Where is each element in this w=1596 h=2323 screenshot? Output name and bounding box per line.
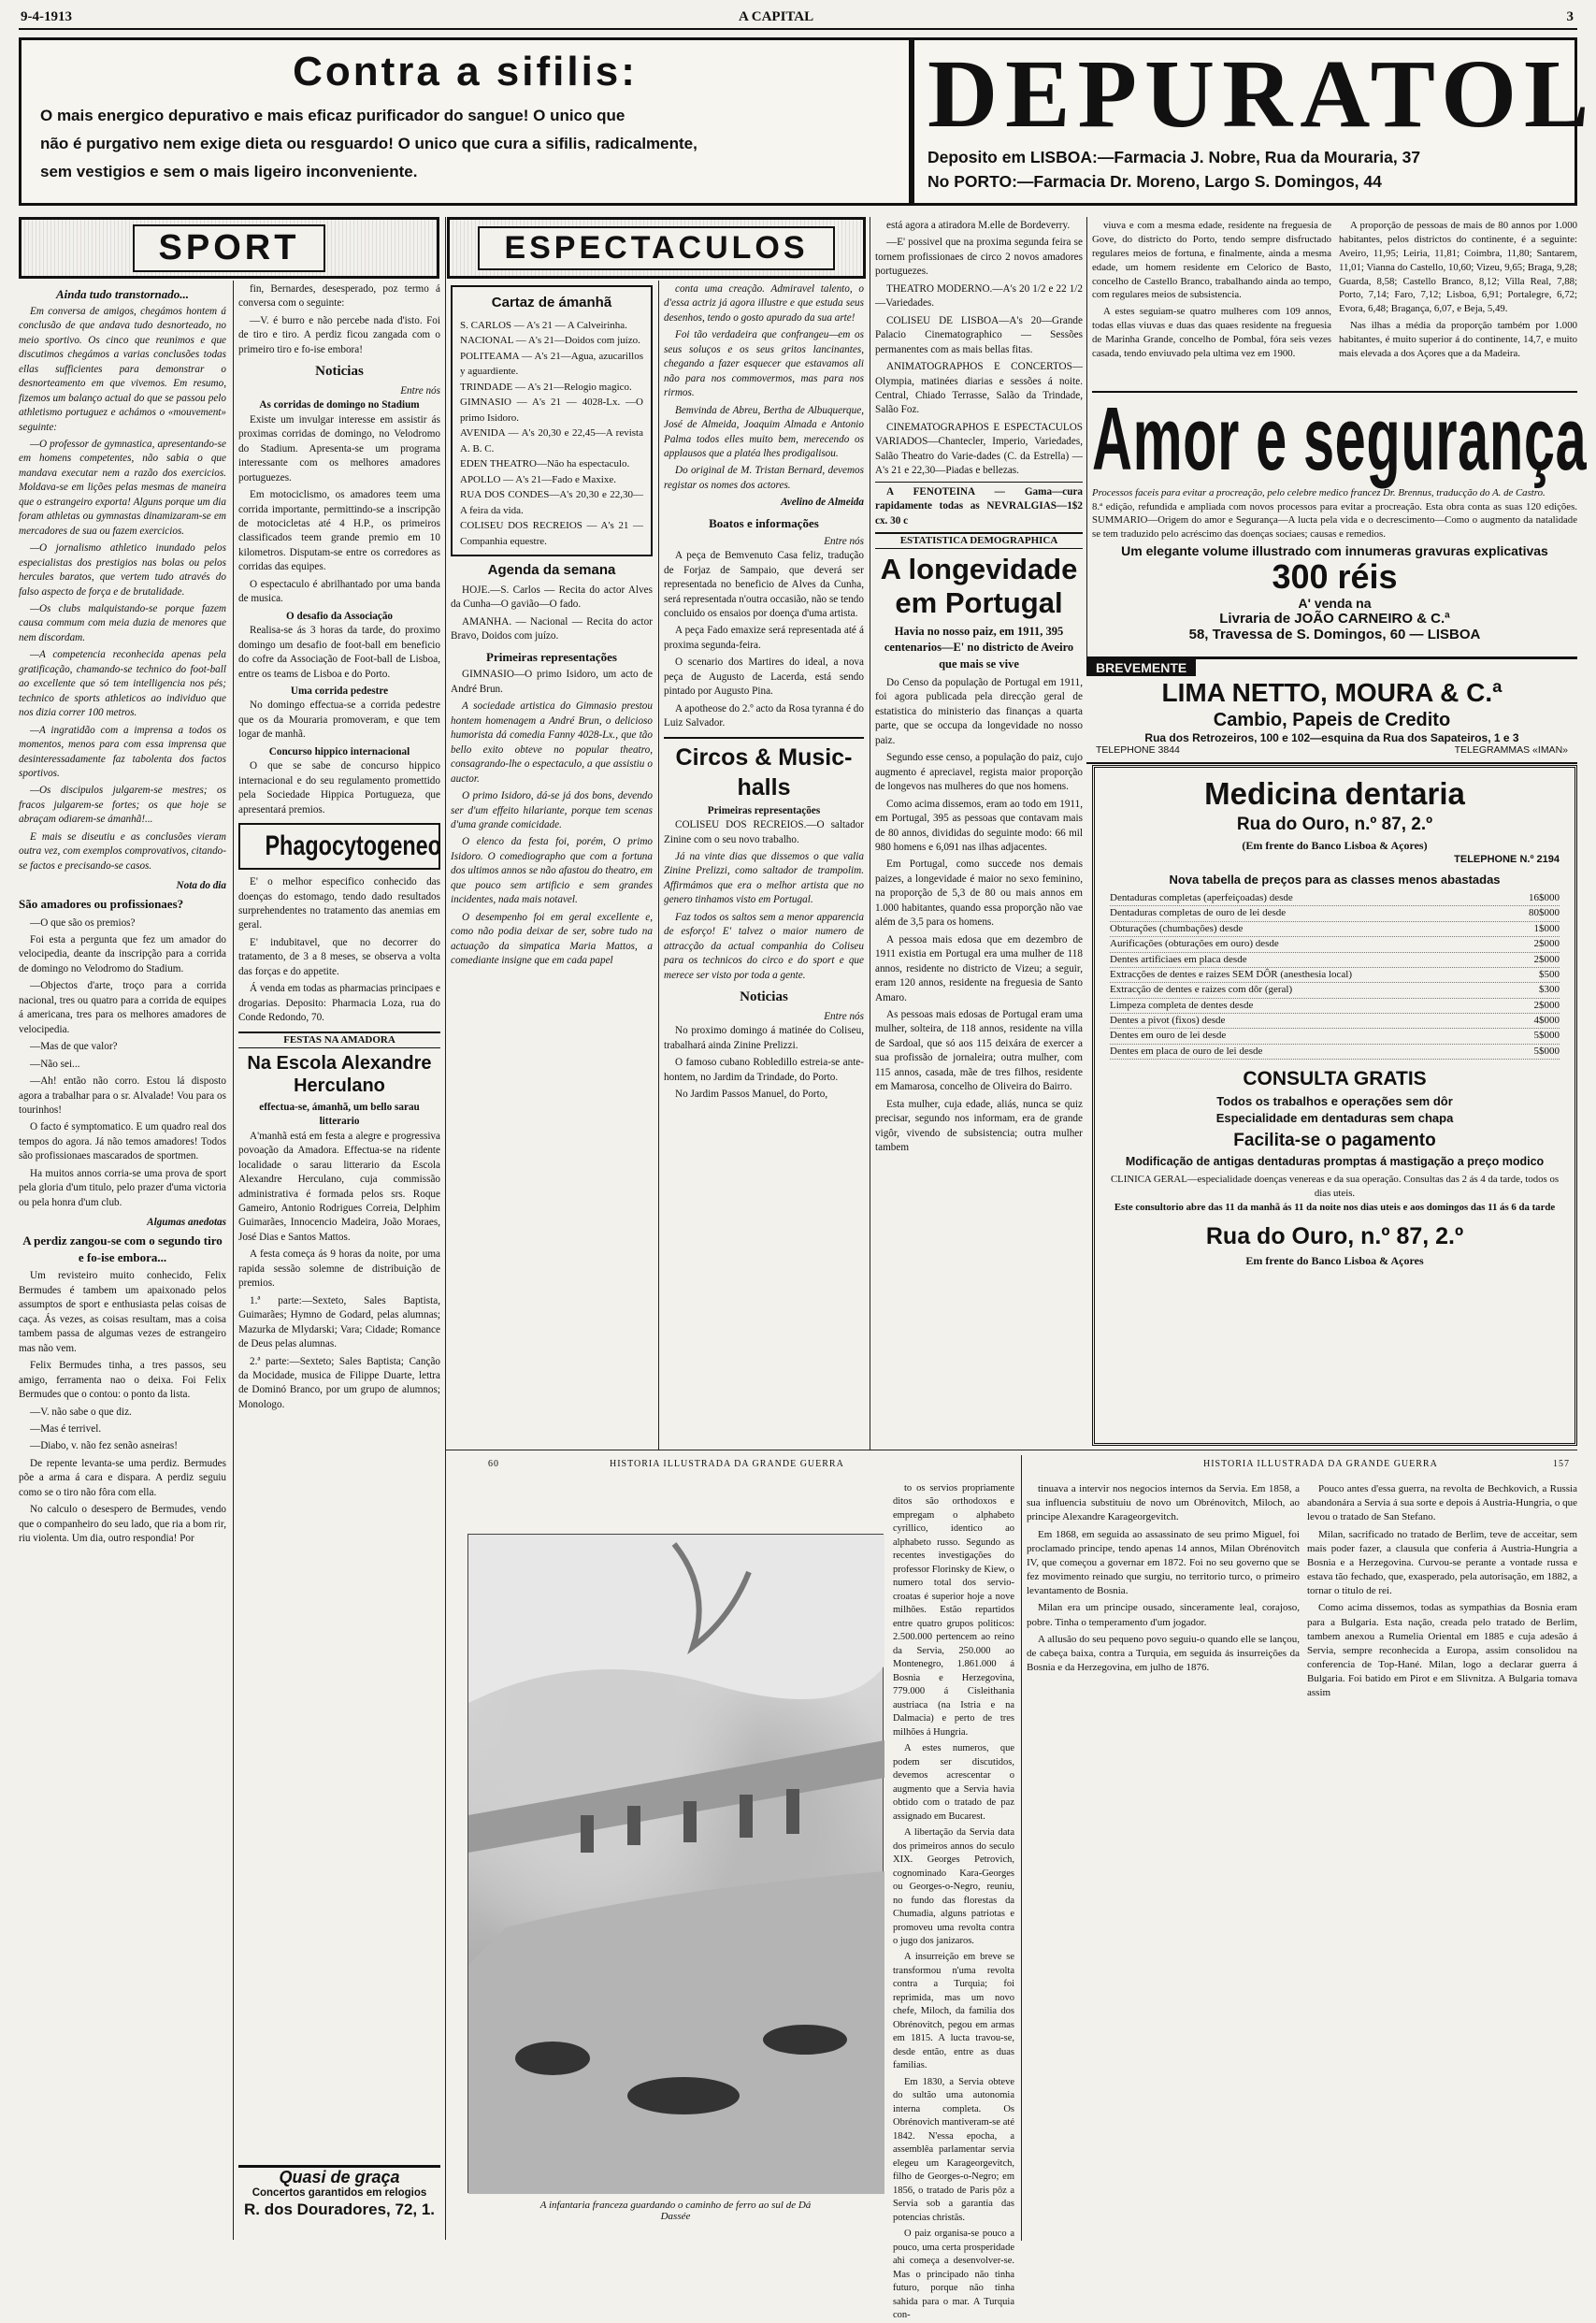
amor-seguranca-ad	[1092, 389, 1588, 656]
col5-paragraph: ANIMATOGRAPHOS E CONCERTOS—Olympia, matinées diarias e sessões á noite. Central, Chiado Terrasse, Salão da Trindade, Salão Foz.	[875, 361, 1083, 416]
longevidade-paragraph: A pessoa mais edosa que em dezembro de 1911 existia em Portugal era uma mulher de 118 annos, residente no districto de Vizeu; a seguir, eram 120 annos, residente na freguesia de Santo Amaro.	[875, 933, 1083, 1003]
historia-paragraph: tinuava a intervir nos negocios internos da Servia. Em 1858, a sua influencia substituiu de novo um Obrénovitch, Miloch, ao principe Alexandre Karageorgevitch.	[1027, 1483, 1300, 1523]
primeiras-title: Primeiras representações	[486, 649, 617, 664]
noticias2-paragraph: O famoso cubano Robledillo estreia-se ante-hontem, no Jardim da Trindade, do Porto.	[664, 1057, 864, 1083]
noticias-sub: Entre nós	[400, 384, 440, 397]
col2-paragraph: No domingo effectua-se a corrida pedestre que os da Mouraria promoveram, e que tem logar de manhã.	[238, 700, 440, 741]
lima-netto-ad	[1086, 656, 1577, 764]
war-illustration-drawing	[468, 1535, 884, 2194]
cartaz-item: NACIONAL — A's 21—Doidos com juízo.	[460, 335, 640, 346]
col5-paragraph: THEATRO MODERNO.—A's 20 1/2 e 22 1/2—Variedades.	[875, 282, 1083, 310]
longevidade-paragraph: As pessoas mais edosas de Portugal eram uma mulher, solteira, de 118 annos, residente na villa de Sardoal, que só aos 115 deixára de exercer a sua profissão de jornaleira; outra mulher, com 115 annos, casada, mãe de tres filhos, residente em Mamarosa, concelho de Oliveira do Bairro.	[875, 1008, 1083, 1093]
sifilis-ad-line2: não é purgativo nem exige dieta ou resguardo! O unico que cura a sifilis, radicalmente,	[40, 135, 697, 152]
amor-shop: Livraria de JOÃO CARNEIRO & C.ª	[1219, 611, 1450, 628]
agenda-title: Agenda da semana	[487, 562, 616, 578]
graca-ad	[238, 2165, 440, 2243]
consulta-gratis: CONSULTA GRATIS	[1243, 1068, 1427, 1090]
boatos-sub: Entre nós	[824, 535, 864, 547]
historia-title-right: HISTORIA ILLUSTRADA DA GRANDE GUERRA	[1203, 1459, 1438, 1469]
clinica-geral: CLINICA GERAL—especialidade doenças venereas e da sua operação. Consultas das 2 ás 4 da tarde, todos os dias uteis.	[1110, 1174, 1560, 1200]
sport-paragraph: —Os clubs malquistando-se porque fazem causa commum com meia duzia de menores que nem discordam.	[19, 603, 226, 643]
price-table-title: Nova tabella de preços para as classes menos abastadas	[1169, 872, 1501, 887]
cartaz-box	[451, 285, 653, 556]
longevidade-sub: Havia no nosso paiz, em 1911, 395 centenarios—E' no districto de Aveiro que mais se vive	[884, 625, 1074, 671]
depuratol-brand: DEPURATOL	[927, 40, 1596, 148]
brevemente-label: BREVEMENTE	[1086, 659, 1196, 676]
longevidade-column	[875, 219, 1083, 1446]
col6-paragraph: viuva e com a mesma edade, residente na freguesia de Gove, do districto do Porto, tendo sempre disfructado regulares meios de fortuna, e finalmente, ainda a mesma edade, um homem residente em Celorico de Basto, concelho de Castello Branco, trabalhando ainda ao tempo, com regulares meios de subsistencia.	[1092, 220, 1331, 301]
boatos-paragraph: A peça de Bemvenuto Casa feliz, tradução de Forjaz de Sampaio, que deverá ser representada no beneficio de Alves da Cunha, será representada n'outra occasião, não se tendo concluido os ensaios por doença d'uma artista.	[664, 550, 864, 619]
corridas-title: As corridas de domingo no Stadium	[259, 399, 420, 411]
anedotas-paragraph: Felix Bermudes tinha, a tres passos, seu amigo, ferramenta nao o deixa. Foi Felix Bermudes que o contou: o ponto da lista.	[19, 1360, 226, 1401]
desafio-title: O desafio da Associação	[285, 610, 394, 622]
historia-header	[451, 1455, 1577, 1476]
espectaculos-column	[451, 285, 653, 1445]
cartaz-item: APOLLO — A's 21—Fado e Maxixe.	[460, 473, 616, 485]
caption-line: Dassée	[660, 2211, 691, 2222]
nota-paragraph: Foi esta a pergunta que fez um amador do velocipedia, deante da inscripção para a corrida de domingo no Velodromo do Stadium.	[19, 934, 226, 974]
anedotas-paragraph: —Mas é terrivel.	[30, 1423, 102, 1436]
noticias2-paragraph: No proximo domingo á matinée do Coliseu, trabalhará ainda Zinine Prelizzi.	[664, 1025, 864, 1051]
col4-paragraph: conta uma creação. Admiravel talento, o d'essa actriz já agora illustre e que estuda seus desenhos, tendo o gosto apurado da sua arte!	[664, 283, 864, 324]
newspaper-name: A CAPITAL	[739, 9, 814, 24]
sifilis-ad-line3: sem vestigios e sem o mais ligeiro inconveniente.	[40, 163, 418, 180]
col2-paragraph: E' o melhor especifico conhecido das doenças do estomago, tendo dado resultados surprehendentes no tratamento das anemias em geral.	[238, 876, 440, 931]
col2-paragraph: Existe um invulgar interesse em assistir ás proximas corridas de domingo, no Velodromo do Stadium. Apresenta-se um programa interessante com os melhores amadores portuguezes.	[238, 413, 440, 483]
cartaz-item: AVENIDA — A's 20,30 e 22,45—A revista A. B. C.	[460, 427, 643, 454]
longevidade-title: A longevidade em Portugal	[880, 553, 1078, 620]
sport-heading: SPORT	[19, 217, 439, 279]
col2-paragraph: —V. é burro e não percebe nada d'isto. Foi de tiro e tiro. A perdiz ficou zangada com o primeiro tiro e fo-ise embora!	[238, 314, 440, 355]
price-row: Dentaduras completas (aperfeiçoadas) desde 16$000	[1110, 891, 1560, 906]
circos-paragraph: Já na vinte dias que dissemos o que valia Zinine Prelizzi, como saltador de trampolim. Affirmámos que era o melhor artista que no genero tinhamos visto em Portugal.	[664, 850, 864, 906]
sifilis-ad-title: Contra a sifilis:	[293, 49, 638, 94]
longevidade-continued-b	[1339, 219, 1577, 387]
column-rule	[658, 281, 659, 1450]
amor-title: Amor e segurança	[1092, 389, 1588, 489]
page-number: 3	[1566, 9, 1574, 24]
circos-paragraph: COLISEU DOS RECREIOS.—O saltador Zinine com o seu novo trabalho.	[664, 819, 864, 845]
anedotas-label: Algumas anedotas	[147, 1217, 226, 1229]
col5-paragraph: —E' possivel que na proxima segunda feira se tornem profissionaes de circo 2 novos amadores portuguezes.	[875, 237, 1083, 278]
amor-paragraph: Processos faceis para evitar a procreação, pelo celebre medico francez Dr. Brennus, traducção do A. de Castro.	[1092, 487, 1546, 498]
col4-paragraph: Foi tão verdadeira que confrangeu—em os seus soluços e os seus gritos lancinantes, chegando a fazer esquecer que estavamos ali não para nos commovermos, mas para nos rirmos.	[664, 329, 864, 399]
cartaz-item: GIMNASIO — A's 21 — 4028-Lx. —O primo Isidoro.	[460, 397, 643, 424]
noticias2-title: Noticias	[740, 989, 788, 1005]
historia-paragraph: Em 1868, em seguida ao assassinato de seu primo Miguel, foi proclamado principe, tendo apenas 14 annos, Milan Obrénovitch IV, que começou a governar em 1872. Foi no seu governo que se fez movimento reinado que surgiu, no territorio turco, o primeiro levantamento de Bosnia.	[1027, 1528, 1300, 1597]
longevidade-paragraph: Como acima dissemos, eram ao todo em 1911, em Portugal, 395 as pessoas que contavam mais de 80 annos, divididas do seguinte modo: 66 mil 980 homens e 6,091 nas ilhas adjacentes.	[875, 798, 1083, 853]
col6-paragraph: A estes seguiam-se quatro mulheres com 109 annos, todas ellas viuvas e duas das quaes residente na freguesia de Marinha Grande, concelho de Pombal, fóra seis vezes casada, tendo enviuvado pela ultima vez em 1900.	[1092, 306, 1331, 360]
historia-page-right: 157	[1553, 1459, 1570, 1469]
price-row: Extracção de dentes e raizes com dôr (geral) $300	[1110, 983, 1560, 998]
col2-paragraph: O que se sabe de concurso hippico internacional e do seu regulamento promettido pela Sociedade Hippica Portugueza, que apresentará premios.	[238, 760, 440, 815]
espectaculos-column-2	[664, 282, 864, 1445]
depuratol-lisboa: Deposito em LISBOA:—Farmacia J. Nobre, Rua da Mouraria, 37	[927, 148, 1421, 166]
cartaz-item: S. CARLOS — A's 21 — A Calveirinha.	[460, 319, 627, 331]
col4-paragraph: Do original de M. Tristan Bernard, devemos registar os nomes dos actores.	[664, 465, 864, 491]
historia-column-1	[893, 1482, 1014, 2321]
price-row: Dentes artificiaes em placa desde 2$000	[1110, 953, 1560, 968]
graca-sub: Concertos garantidos em relogios	[252, 2187, 427, 2199]
medicina-hours: Este consultorio abre das 11 da manhã ás 11 da noite nos dias uteis e aos domingos das 11 ás 6 da tarde	[1114, 1202, 1556, 1214]
longevidade-paragraph: Esta mulher, cuja edade, aliás, nunca se quiz precisar, segundo nos informam, era de grande vigôr, vivendo de subsistencia; outra mulher tambem	[875, 1098, 1083, 1154]
price-row: Dentes em ouro de lei desde 5$000	[1110, 1029, 1560, 1044]
column-rule	[1086, 217, 1087, 656]
primeiras-paragraph: O elenco da festa foi, porém, O primo Isidoro. O comediographo que com a fortuna dos ultimos annos se não afastou do theatro, em que pouco sem artificio e sem grandes incidentes, nada mais notavel.	[451, 836, 653, 906]
nota-paragraph: —Não sei...	[30, 1058, 80, 1070]
boatos-paragraph: A peça Fado emaxize será representada até á proxima segunda-feira.	[664, 625, 864, 651]
column-rule	[445, 217, 446, 2240]
historia-paragraph: A allusão do seu pequeno povo seguiu-o quando elle se lançou, de cabeça baixa, contra a Turquia, em seguida ás insurreições da Bosnia e da Herzegovina, em julho de 1876.	[1027, 1633, 1300, 1674]
lima-subtitle: Cambio, Papeis de Credito	[1213, 710, 1451, 730]
depuratol-ad	[912, 37, 1596, 206]
sport-column-2	[238, 282, 440, 2242]
col6-paragraph: A proporção de pessoas de mais de 80 annos por 1.000 habitantes, pelos districtos do continente, é a seguinte: Aveiro, 11,95; Leiria, 11,81; Coimbra, 11,80; Santarem, 11,01; Vianna do Castello, 10,60; Vizeu, 9,65; Braga, 9,28; Guarda, 8,58; Castello Branco, 8,12; Villa Real, 7,88; Porto, 7,14; Faro, 7,12; Lisboa, 6,91; Portalegre, 6,72; Evora, 6,48; Bragança, 6,07, e Beja, 5,49.	[1339, 220, 1577, 315]
anedotas-paragraph: —Diabo, v. não fez senão asneiras!	[30, 1440, 179, 1452]
historia-paragraph: A insurreição em breve se transformou n'uma revolta contra a Turquia; foi reprimida, mas um novo chefe, Miloch, da familia dos Obrénovitch, pegou em armas em 1815. A lucta travou-se, desde então, entre as duas familias.	[893, 1952, 1014, 2071]
price-row: Limpeza completa de dentes desde 2$000	[1110, 999, 1560, 1014]
cartaz-item: RUA DOS CONDES—A's 20,30 e 22,30—A feira da vida.	[460, 489, 643, 516]
col2-paragraph: Realisa-se ás 3 horas da tarde, do proximo domingo um desafio de foot-ball em beneficio do cofre da Associação de Foot-ball de Lisboa, entre os teams de Lisboa e do Porto.	[238, 625, 440, 680]
historia-column-3	[1307, 1482, 1577, 2238]
historia-paragraph: Em 1830, a Servia obteve do sultão uma autonomia interna completa. Os Obrénovich mantiveram-se até 1842. N'essa epocha, a assemblêa parlamentar servia elegeu um Karageorgevitch, filho de Georges-o-Negro; em 1856, o tratado de Paris pôz a Servia sob a garantia das potencias christãs.	[893, 2076, 1014, 2223]
anedotas-paragraph: —V. não sabe o que diz.	[30, 1406, 132, 1418]
historia-paragraph: Milan, sacrificado no tratado de Berlim, teve de acceitar, sem mais poder fazer, a clausula que conferia á Austria-Hungria a Bosnia e a Herzegovina. Curvou-se perante a vontade russa e estava tão fechado, que, exasperado, pela autorisação, em 1882, a tornar o titulo de rei.	[1307, 1528, 1577, 1597]
price-row: Dentes em placa de ouro de lei desde 5$000	[1110, 1045, 1560, 1060]
medicina-dentaria-ad	[1092, 765, 1577, 1446]
noticias2-paragraph: No Jardim Passos Manuel, do Porto,	[675, 1089, 828, 1101]
price-row: Extracções de dentes e raizes SEM DÔR (anesthesia local) $500	[1110, 968, 1560, 983]
cartaz-title: Cartaz de ámanhã	[491, 295, 612, 310]
nota-paragraph: O facto é symptomatico. E um quadro real dos tempos do agora. Já não temos amadores! Todos são profissionaes mascarados de sportmen.	[19, 1121, 226, 1162]
sport-paragraph: —A competencia reconhecida apenas pela gratificação, chamando-se technico do foot-ball ao excellente que só tem intelligencia nos pés; technico de sports athleticos ao individuo que nos dizia correr 100 metros.	[19, 649, 226, 719]
amor-address: 58, Travessa de S. Domingos, 60 — LISBOA	[1188, 627, 1481, 643]
circos-title: Circos & Music-halls	[664, 737, 864, 802]
cartaz-item: POLITEAMA — A's 21—Agua, azucarillos y aguardiente.	[460, 350, 643, 377]
medicina-telephone: TELEPHONE N.º 2194	[1454, 854, 1560, 866]
medicina-title: Medicina dentaria	[1204, 776, 1465, 811]
issue-date: 9-4-1913	[21, 9, 72, 24]
col2-paragraph: 2.ª parte:—Sexteto; Sales Baptista; Canção da Mocidade, musica de Filippe Duarte, lettra de Dominó Branco, por um grupo de alumnos; Monologo.	[238, 1355, 440, 1410]
nota-paragraph: —O que são os premios?	[30, 916, 136, 929]
anedotas-paragraph: De repente levanta-se uma perdiz. Bermudes põe a arma á cara e dispara. A perdiz seguiu como se o tiro não fôra com ella.	[19, 1457, 226, 1498]
amor-sale: A' venda na	[1298, 596, 1372, 612]
sifilis-ad	[19, 37, 912, 206]
price-row: Dentes a pivot (fixos) desde 4$000	[1110, 1014, 1560, 1029]
article-signature: Avelino de Almeida	[781, 497, 864, 509]
col5-paragraph: COLISEU DE LISBOA—A's 20—Grande Palacio Cinematographico — Sessões permanentes com as mais bellas fitas.	[875, 314, 1083, 355]
fenoteina-ad: A FENOTEINA — Gama—cura rapidamente todas as NEVRALGIAS—1$2 cx. 30 c	[875, 482, 1083, 528]
historia-title-left: HISTORIA ILLUSTRADA DA GRANDE GUERRA	[610, 1459, 844, 1469]
historia-paragraph: Pouco antes d'essa guerra, na revolta de Bechkovich, a Russia abandonára a Servia á sua sorte e depois á Austria-Hungria, o que levou o tratado de San Stefano.	[1307, 1483, 1577, 1523]
noticias2-sub: Entre nós	[824, 1010, 864, 1022]
page-header	[19, 7, 1577, 30]
longevidade-paragraph: Segundo esse censo, a população do paiz, cujo augmento é apreciavel, regista maior proporção de longevos nas mulheres do que nos homens.	[875, 752, 1083, 793]
phagocytogeneo-ad	[238, 823, 440, 870]
lima-address: Rua dos Retrozeiros, 100 e 102—esquina da Rua dos Sapateiros, 1 e 3	[1144, 731, 1519, 744]
nota-title: São amadores ou profissionaes?	[19, 896, 184, 911]
primeiras-paragraph: O desempenho foi em geral excellente e, como não podia deixar de ser, sobre tudo na actuação da simpatica Maria Mattos, a comediante insigne que em cada papel	[451, 911, 653, 967]
historia-paragraph: to os servios propriamente ditos são orthodoxos e empregam o alphabeto cyrillico, identico ao alphabeto russo. Segundo as recentes investigações do professor Florinsky de Kiew, o numero total dos servio-croatas é superior hoje a nove milhões. Estão repartidos entre quatro grupos politicos: 2.500.000 pertencem ao reino da Servia, 250.000 ao Montenegro, 1.861.000 á Bosnia e Herzegovina, 779.000 á Cisleithania austriaca (na Istria e na Dalmacia) e perto de tres milhões á Hungria.	[893, 1483, 1014, 1738]
hippico-title: Concurso hippico internacional	[268, 745, 410, 758]
cartaz-item: COLISEU DOS RECREIOS — A's 21 — Companhia equestre.	[460, 520, 643, 547]
medicina-address: Rua do Ouro, n.º 87, 2.º	[1236, 815, 1433, 834]
medicina-line: Especialidade em dentaduras sem chapa	[1215, 1110, 1454, 1125]
facilita-pagamento: Facilita-se o pagamento	[1233, 1131, 1436, 1151]
medicina-modificacao: Modificação de antigas dentaduras promptas á mastigação a preço modico	[1125, 1154, 1545, 1168]
sport-paragraph: —O professor de gymnastica, apresentando-se em homens competentes, não sabia o que mandava executar nem a razão dos exercicios. Moldava-se em lições pelas mesmas de maneira que o estrangeiro exporta! Alguns porque um dia foram athletas ou gymnastas dinamizaram-se em mercadores de sua ou fazem exercicios.	[19, 439, 226, 537]
price-row: Dentaduras completas de ouro de lei desde 80$000	[1110, 906, 1560, 921]
col4-paragraph: Bemvinda de Abreu, Bertha de Albuquerque, José de Almeida, Joaquim Almada e Antonio Palma todos elles muito bem, merecendo os applausos que a platéa lhes prodigalisou.	[664, 404, 864, 459]
illustration-caption	[467, 2200, 884, 2222]
historia-paragraph: O paiz organisa-se pouco a pouco, uma certa prosperidade ahi começa a desenvolver-se. Mas o principado não tinha futuro, porque não tinha sahida para o mar. A Turquia con-	[893, 2229, 1014, 2321]
boatos-paragraph: A apotheose do 2.º acto da Rosa tyranna é do Luiz Salvador.	[664, 702, 864, 729]
historia-paragraph: A estes numeros, que podem ser discutidos, devemos acrescentar o augmento que a Servia havia obtido com o tratado de paz assignado em Bucarest.	[893, 1743, 1014, 1822]
sport-paragraph: —Os discipulos julgarem-se mestres; os fracos julgarem-se fortes; os que hoje se abraçam odiarem-se ámanhã!...	[19, 785, 226, 826]
nota-paragraph: —Objectos d'arte, troço para a corrida nacional, tres ou quatro para a corrida de equipes á americana, tres para os melhores amadores de velocipedia.	[19, 980, 226, 1035]
col5-paragraph: CINEMATOGRAPHOS E ESPECTACULOS VARIADOS—Chantecler, Imperio, Variedades, Salão Theatro do Varie-dades (C. da Estrella) — A's 21 e 22,30—Piadas e bellezas.	[875, 421, 1083, 477]
sport-paragraph: —O jornalismo athletico inundado pelos especialistas dos prestigios nas bolas ou pelos hercules baratos, que vertem tudo através do falso aspecto de força e de brutalidade.	[19, 542, 226, 598]
col2-paragraph: Em motociclismo, os amadores teem uma corrida importante, permittindo-se a inscripção de motocicletas até 4 H.P., os primeiros classificados teem grande premio em 10 kilometros. Disputam-se entre os corredores as corridas das equipes.	[238, 489, 440, 573]
price-row: Aurificações (obturações em ouro) desde 2$000	[1110, 937, 1560, 952]
nota-paragraph: —Mas de que valor?	[30, 1041, 118, 1053]
nota-label: Nota do dia	[176, 880, 226, 892]
anedotas-title: A perdiz zangou-se com o segundo tiro e fo-ise embora...	[22, 1233, 223, 1264]
longevidade-paragraph: Em Portugal, como succede nos demais paizes, a longevidade é maior no sexo feminino, na proporção de 5,3 de 80 ou mais annos em 1.000 habitantes, quando essa proporção não vae além de 3,5 para os homens.	[875, 858, 1083, 929]
sport-paragraph: Em conversa de amigos, chegámos hontem á conclusão de que andava tudo desnorteado, no meio sportivo. Os cinco que reunimos e que discutimos chegámos a varias conclusões todas ellas sufficientes para demonstrar o desnorteamento em que vivemos. Em resumo, fizemos um balanço actual do que se passou pelo athletismo portuguez e achámos o «mouvement» seguinte:	[19, 305, 226, 433]
column-rule	[233, 281, 234, 2240]
primeiras-paragraph: GIMNASIO—O primo Isidoro, um acto de André Brun.	[451, 669, 653, 695]
escola-sub: effectua-se, ámanhã, um bello sarau litterario	[259, 1101, 420, 1128]
caption-line: A infantaria franceza guardando o caminho de ferro ao sul de Dá	[539, 2200, 812, 2211]
pedestre-title: Uma corrida pedestre	[290, 685, 389, 698]
col2-paragraph: A festa começa ás 9 horas da noite, por uma rapida sessão solemne de distribuição de premios.	[238, 1248, 440, 1290]
primeiras-paragraph: O primo Isidoro, dá-se já dos bons, devendo ser d'um effeito hilariante, porque tem scenas d'uma grande comicidade.	[451, 790, 653, 830]
espectaculos-heading: ESPECTACULOS	[447, 217, 866, 279]
col5-paragraph: está agora a atiradora M.elle de Bordeverry.	[886, 220, 1071, 231]
col2-paragraph: Á venda em todas as pharmacias principaes e drogarias. Deposito: Pharmacia Loza, rua do Conde Redondo, 70.	[238, 983, 440, 1024]
lima-telephone: TELEPHONE 3844	[1096, 744, 1180, 756]
longevidade-continued-a	[1092, 219, 1331, 387]
agenda-paragraph: HOJE.—S. Carlos — Recita do actor Alves da Cunha—O gavião—O fado.	[451, 584, 653, 611]
amor-paragraph: 8.ª edição, refundida e ampliada com novos processos para evitar a procreação. Esta obra conta as suas 120 edições. SUMMARIO—Origem do amor e Segurança—A lucta pela vida e o decrescimento—Como o augmento da natalidade se tem traduzido pelo acréscimo das doenças sociaes; causas e remedios.	[1092, 500, 1577, 540]
historia-paragraph: Milan era um principe ousado, sinceramente leal, corajoso, pobre. Tinha o temperamento d'um jogador.	[1027, 1602, 1300, 1628]
col6-paragraph: Nas ilhas a média da proporção também por 1.000 habitantes, é muito superior á do continente, 14,7, e muito mais elevada a dos Açores que a da Madeira.	[1339, 320, 1577, 360]
medicina-address-footer: Rua do Ouro, n.º 87, 2.º	[1205, 1223, 1464, 1250]
sport-subtitle: Ainda tudo transtornado...	[56, 287, 189, 301]
anedotas-paragraph: Um revisteiro muito conhecido, Felix Bermudes é tambem um apaixonado pelos assumptos de sport e enthusiasta pelas coisas de caça. Ás vezes, as coisas resultam, mas a coisa tambem passa de algumas vezes de estrangeiro mas não vem.	[19, 1270, 226, 1354]
historia-paragraph: Como acima dissemos, todas as sympathias da Bosnia eram para a Bulgaria. Esta nação, creada pelo tratado de Berlim, tambem anexou a Rumelia Oriental em 1885 e cuja adesão á Servia, sempre reconhecida a Europa, assim consolidou na conferencia de Top-Hané. Milan, logo a declarar guerra á Bulgaria. Foi batido em Pirot e em Slivnitza. A Bulgaria tomava assim	[1307, 1602, 1577, 1699]
lima-telegrams: TELEGRAMMAS «IMAN»	[1454, 744, 1568, 756]
cartaz-item: EDEN THEATRO—Não ha espectaculo.	[460, 458, 630, 469]
historia-paragraph: A libertação da Servia data dos primeiros annos do seculo XIX. Georges Petrovich, cognominado Kara-Georges ou Georges-o-Negro, reuniu, no fundo das florestas da Chumadia, alguns patriotas e promoveu uma revolta contra o jugo dos janizaros.	[893, 1827, 1014, 1946]
medicina-line: Todos os trabalhos e operações sem dôr	[1216, 1093, 1453, 1108]
noticias-title: Noticias	[315, 364, 364, 380]
nota-paragraph: Ha muitos annos corria-se uma prova de sport pela gloria d'um titulo, pelo prazer d'uma victoria ou pela honra d'um club.	[19, 1167, 226, 1208]
amadora-label: FESTAS NA AMADORA	[238, 1032, 440, 1048]
col2-paragraph: A'manhã está em festa a alegre e progressiva povoação da Amadora. Effectua-se na ridente localidade o sarau litterario da Escola Alexandre Herculano, cuja commissão administrativa é formada pelos srs. Roque Gameiro, Antonio Rodrigues Correia, Delphim Guimarães, Innocencio Madeira, João Moraes, José Dias e Santos Mattos.	[238, 1130, 440, 1243]
sifilis-ad-line1: O mais energico depurativo e mais eficaz purificador do sangue! O unico que	[40, 107, 625, 124]
anedotas-paragraph: No calculo o desespero de Bermudes, vendo que o companheiro do seu lado, que ria a bom rir, riu violenta. Um dia, outro respondia! Por	[19, 1504, 226, 1545]
nota-paragraph: —Ah! então não corro. Estou lá disposto agora a trabalhar para o sr. Alvalade! Vou para os tourinhos!	[19, 1075, 226, 1116]
sport-column	[19, 282, 226, 2242]
amor-volume: Um elegante volume illustrado com innumeras gravuras explicativas	[1121, 543, 1548, 559]
sport-paragraph: E mais se diseutiu e as conclusões vieram outra vez, com exemplos comprovativos, citando-se factos e precisando-se casos.	[19, 830, 226, 872]
price-row: Obturações (chumbações) desde 1$000	[1110, 922, 1560, 937]
historia-column-2	[1027, 1482, 1300, 2238]
graca-title: Quasi de graça	[279, 2168, 400, 2186]
circos-paragraph: Faz todos os saltos sem a menor apparencia de esforço! E' talvez o maior numero de attracção da actual companhia do Coliseu para os technicos do circo e do sport e que merece ser visto por toda a gente.	[664, 911, 864, 981]
cartaz-item: TRINDADE — A's 21—Relogio magico.	[460, 381, 632, 393]
lima-name: LIMA NETTO, MOURA & C.ª	[1161, 678, 1503, 707]
war-illustration	[467, 1534, 884, 2193]
depuratol-porto: No PORTO:—Farmacia Dr. Moreno, Largo S. Domingos, 44	[927, 172, 1382, 191]
phago-title: Phagocytogeneo	[265, 830, 441, 862]
sport-paragraph: —A ingratidão com a imprensa a todos os momentos, menos para com essa imprensa que desinteressadamente faz tabolenta dos factos sportivos.	[19, 724, 226, 779]
col2-paragraph: 1.ª parte:—Sexteto, Sales Baptista, Guimarães; Hymno de Godard, pelas alumnas; Mazurka de Mlydarski; Vara; Cidade; Romance de Deus pelas alumnas.	[238, 1294, 440, 1350]
boatos-title: Boatos e informações	[709, 515, 819, 530]
col2-paragraph: O espectaculo é abrilhantado por uma banda de musica.	[238, 578, 440, 605]
col2-paragraph: fin, Bernardes, desesperado, poz termo á conversa com o seguinte:	[238, 283, 440, 310]
estatistica-label: ESTATISTICA DEMOGRAPHICA	[875, 532, 1083, 549]
longevidade-paragraph: Do Censo da população de Portugal em 1911, foi agora publicada pela direcção geral de estatistica do ministerio das finanças a quarta parte, que se occupa da longevidade no nosso paiz.	[875, 676, 1083, 746]
primeiras-paragraph: A sociedade artistica do Gimnasio prestou hontem homenagem a André Brun, o delicioso humorista dá comedia Fanny 4028-Lx., que tão bello exito obteve no popular theatro, consagrando-lhe o espectaculo, a que assistiu o auctor.	[451, 700, 653, 785]
price-table	[1110, 891, 1560, 1060]
escola-title: Na Escola Alexandre Herculano	[247, 1052, 432, 1096]
circos-sub: Primeiras representações	[707, 804, 821, 816]
historia-page-left: 60	[488, 1459, 499, 1469]
graca-address: R. dos Douradores, 72, 1.	[243, 2200, 436, 2218]
medicina-front-footer: Em frente do Banco Lisboa & Açores	[1245, 1254, 1424, 1268]
agenda-paragraph: AMANHA. — Nacional — Recita do actor Bravo, Doidos com juízo.	[451, 615, 653, 642]
amor-price: 300 réis	[1272, 557, 1398, 597]
boatos-paragraph: O scenario dos Martires do ideal, a nova peça de Augusto de Lacerda, está sendo pintado por Augusto Pina.	[664, 656, 864, 698]
col2-paragraph: E' indubitavel, que no decorrer do tratamento, de 3 a 8 meses, se observa a volta das forças e do appetite.	[238, 936, 440, 977]
medicina-front: (Em frente do Banco Lisboa & Açores)	[1242, 838, 1428, 852]
column-rule	[1021, 1455, 1022, 2241]
